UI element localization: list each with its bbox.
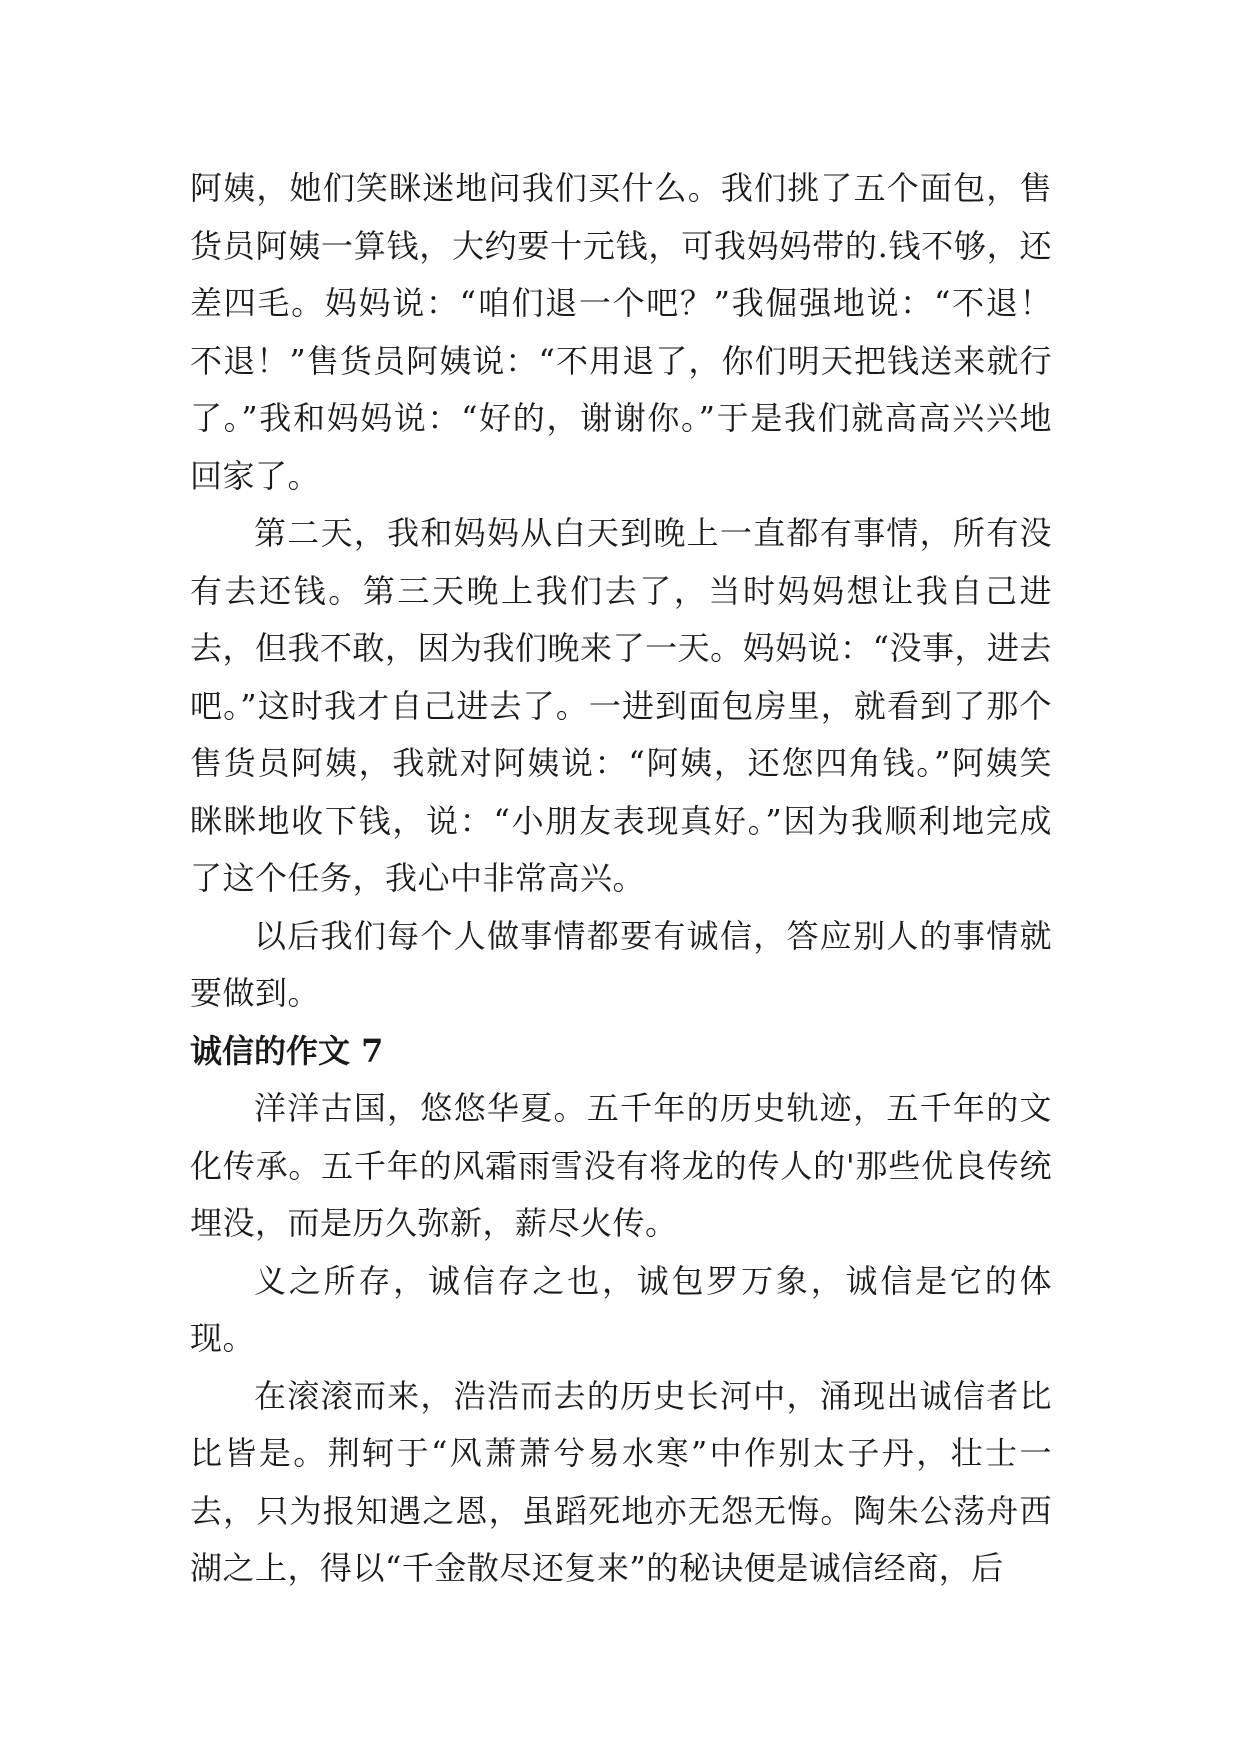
paragraph: 阿姨，她们笑眯迷地问我们买什么。我们挑了五个面包，售货员阿姨一算钱，大约要十元钱，可我妈妈带的.钱不够，还差四毛。妈妈说：“咱们退一个吧？”我倔强地说：“不退！不退！”售货员阿姨说：“不用退了，你们明天把钱送来就行了。”我和妈妈说：“好的，谢谢你。”于是我们就高高兴兴地回家了。 [190, 169, 1052, 495]
document-page [190, 160, 1052, 1598]
paragraph: 以后我们每个人做事情都要有诚信，答应别人的事情就要做到。 [190, 916, 1052, 1012]
paragraph: 在滚滚而来，浩浩而去的历史长河中，涌现出诚信者比比皆是。荆轲于“风萧萧兮易水寒”中作别太子丹，壮士一去，只为报知遇之恩，虽蹈死地亦无怨无悔。陶朱公荡舟西湖之上，得以“千金散尽还复来”的秘诀便是诚信经商，后 [190, 1376, 1052, 1587]
paragraph: 义之所存，诚信存之也，诚包罗万象，诚信是它的体现。 [190, 1261, 1052, 1357]
paragraph: 第二天，我和妈妈从白天到晚上一直都有事情，所有没有去还钱。第三天晚上我们去了，当时妈妈想让我自己进去，但我不敢，因为我们晚来了一天。妈妈说：“没事，进去吧。”这时我才自己进去了。一进到面包房里，就看到了那个售货员阿姨，我就对阿姨说：“阿姨，还您四角钱。”阿姨笑眯眯地收下钱，说：“小朋友表现真好。”因为我顺利地完成了这个任务，我心中非常高兴。 [190, 514, 1052, 897]
paragraph: 洋洋古国，悠悠华夏。五千年的历史轨迹，五千年的文化传承。五千年的风霜雨雪没有将龙的传人的'那些优良传统埋没，而是历久弥新，薪尽火传。 [190, 1089, 1052, 1242]
section-heading: 诚信的作文 7 [190, 1031, 384, 1070]
